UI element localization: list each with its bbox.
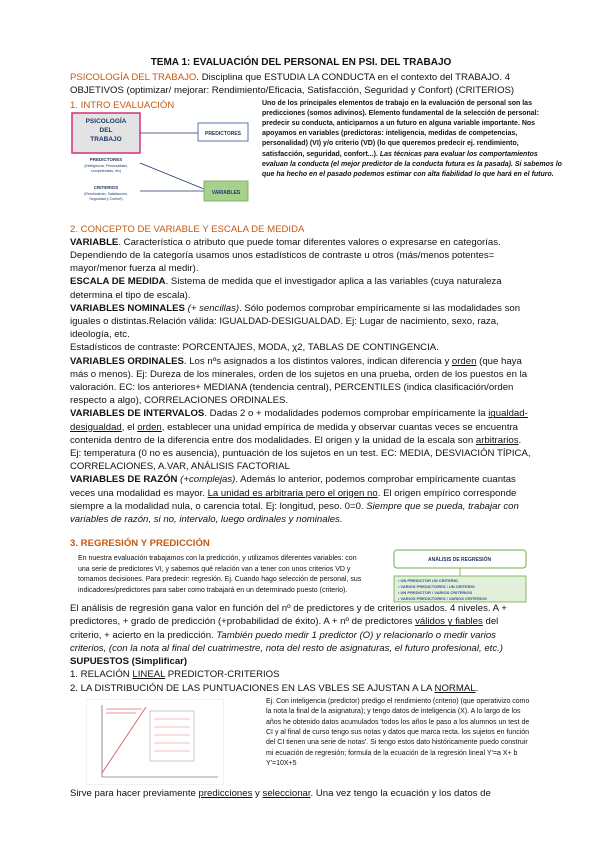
regression-item: • UN PREDICTOR UN CRITERIO xyxy=(398,578,458,584)
chart-legend-box xyxy=(150,711,194,761)
regression-title: ANÁLISIS DE REGRESIÓN xyxy=(428,557,492,564)
regression-paragraph: El análisis de regresión gana valor en función del nº de predictores y de criterios usados. 4 niveles. A + predictores, + grado de predicción (+probabilidad de éxito). A + nº de predictores válidos y fiables del criterio, + acierto en la predicción. También puedo medir 1 predictor (O) y relacionarlo o medir varios criterios, (con la nota al final del cuatrimestre, nota del resto de asignaturas, el futuro profesional, etc.) xyxy=(70,603,507,654)
variable-definition: VARIABLE. Característica o atributo que puede tomar diferentes valores o expresarse en categorías. Dependiendo de la categoría usamos unos estadísticos de contraste u otros (más/menos potentes= mayor/menor fuerza al medir). xyxy=(70,236,501,275)
section-1-text xyxy=(262,99,562,181)
section-1-bold-paragraph: Uno de los principales elementos de trabajo en la evaluación de personal son las predicciones (somos adivinos). Elemento fundamental de la selección de personal: predecir su conducta, anticiparnos a un futuro en alguna variable importante. Nos apoyamos en variables (predictoras: inteligencia, medidas de competencias, personalidad) (VI) y/o criterio (VD) (lo que queremos predecir ej. rendimiento, satisfacción, seguridad, confort...). xyxy=(262,99,539,158)
section-3 xyxy=(70,538,532,602)
regression-item: • VARIOS PREDICTORES / VARIOS CRITERIOS xyxy=(398,596,487,602)
section-1-italic-1: Las técnicas para evaluar los comportamientos evaluan la conducta (el mejor predictor de la conducta futura es la pasada). xyxy=(262,150,538,168)
svg-text:competencias, etc): competencias, etc) xyxy=(90,168,122,173)
intro-text: . Disciplina que ESTUDIA LA CONDUCTA en el contexto del TRABAJO. 4 OBJETIVOS (optimizar/ mejorar: Rendimiento/Eficacia, Satisfacción, Seguridad y Confort) (CRITERIOS) xyxy=(70,72,515,97)
section-3-heading: 3. REGRESIÓN Y PREDICCIÓN xyxy=(70,538,210,550)
escala-definition: ESCALA DE MEDIDA. Sistema de medida que el investigador aplica a las variables (cuya naturaleza determina el tipo de escala). xyxy=(70,276,502,301)
supuestos-heading: SUPUESTOS (Simplificar) xyxy=(70,656,188,668)
estadisticos-line: Estadísticos de contraste: PORCENTAJES, MODA, χ2, TABLAS DE CONTINGENCIA. xyxy=(70,342,439,354)
regression-chart xyxy=(86,699,224,785)
svg-text:Seguridad y Confort): Seguridad y Confort) xyxy=(89,196,123,201)
supuesto-1: 1. RELACIÓN LINEAL PREDICTOR-CRITERIOS xyxy=(70,669,280,681)
diagram-predictores-desc: (Inteligencia, Personalidad, xyxy=(84,163,128,168)
diagram-criterios-desc: (Rendimiento, Satisfacción, xyxy=(84,191,128,196)
diagram-main-label-3: TRABAJO xyxy=(90,135,122,143)
regression-example-text: Ej. Con inteligencia (predictor) predigo el rendimiento (criterio) (que operativizo como la nota la final de la asignatura); y tengo datos de inteligencia (X). A lo largo de los años he obtenido datos acumulados 'todos los años le paso a los alumnos un test de CI y al final de curso tengo sus notas y datos que marca recta. los sujetos en función del CI tienen una serie de notas'. Si tengo estos dato históricamente puedo construir mi ecuación de regresión; formula de la ecuación de la regresión lineal Y'=a X+ b Y'=10X+5 xyxy=(266,697,530,768)
ordinales-definition: VARIABLES ORDINALES. Los nºs asignados a los distintos valores, indican diferencia y orden (que haya más o menos). Ej: Dureza de los minerales, orden de los sujetos en una prueba, orden de los puestos en la valoración. EC: los anteriores+ MEDIANA (tendencia central), PERCENTILES (indica clasificación/orden respecto a algo), CORRELACIONES ORDINALES. xyxy=(70,355,528,407)
regression-item: • UN PREDICTOR / VARIOS CRITERIOS xyxy=(398,590,473,596)
section-2-heading: 2. CONCEPTO DE VARIABLE Y ESCALA DE MEDIDA xyxy=(70,223,305,235)
intro-lead: PSICOLOGÍA DEL TRABAJO xyxy=(70,72,197,84)
nominales-definition: VARIABLES NOMINALES (+ sencillas). Sólo podemos comprobar empíricamente si las modalidades son iguales o distintas.Relación válida: IGUALDAD-DESIGUALDAD. Ej: Lugar de nacimiento, sexo, raza, ideología, etc. xyxy=(70,302,521,341)
diagram-predictores-label: PREDICTORES xyxy=(89,156,123,162)
svg-text:VARIABLES: VARIABLES xyxy=(211,189,241,196)
diagram-criterios-label: CRITERIOS xyxy=(93,184,119,190)
diagram-main-label-2: DEL xyxy=(99,126,113,134)
section-3-intro xyxy=(70,538,370,596)
intro-paragraph xyxy=(70,71,532,97)
regression-example xyxy=(70,697,532,787)
regression-analysis-box xyxy=(392,548,528,604)
diagram-main-label: PSICOLOGÍA xyxy=(85,117,127,125)
page-title: TEMA 1: EVALUACIÓN DEL PERSONAL EN PSI. DEL TRABAJO xyxy=(150,57,452,68)
last-line: Sirve para hacer previamente predicciones y seleccionar. Una vez tengo la ecuación y los datos de xyxy=(70,787,491,799)
razon-definition: VARIABLES DE RAZÓN (+complejas). Además lo anterior, podemos comprobar empíricamente cuantas veces una modalidad es mayor. La unidad es arbitraria pero el origen no. El origen empírico corresponde siempre a la modalidad nula, o carencia total. Ej: longitud, peso. 0=0. Siempre que se pueda, trabajar con variables de razón, si no, intervalo, luego ordinales y nominales. xyxy=(70,474,519,526)
section-1-heading: 1. INTRO EVALUACIÓN xyxy=(70,99,175,111)
intervalos-definition: VARIABLES DE INTERVALOS. Dadas 2 o + modalidades podemos comprobar empíricamente la igualdad-desigualdad, el orden, establecer una unidad empírica de medida y observar cuantas veces se encuentra contenida dentro de la diferencia entre dos modalidades. El origen y la unidad de la escala son arbitrarios. Ej: temperatura (0 no es ausencia), puntuación de los sujetos en un test. EC: MEDIA, DESVIACIÓN TÍPICA, CORRELACIONES, A.VAR, ANÁLISIS FACTORIAL xyxy=(70,408,531,473)
section-1 xyxy=(70,99,562,207)
psychology-diagram xyxy=(70,111,254,207)
supuesto-2: 2. LA DISTRIBUCIÓN DE LAS PUNTUACIONES EN LAS VBLES SE AJUSTAN A LA NORMAL. xyxy=(70,682,479,694)
section-1-italic-2: Si sabemos lo que ha hecho en el pasado podemos estimar con alta fiabilidad lo que hará en el futuro. xyxy=(262,160,562,179)
regression-item: • VARIOS PREDICTORES / UN CRITERIO xyxy=(398,584,475,590)
section-3-box-text: En nuestra evaluación trabajamos con la predicción, y utilizamos diferentes variables: con una serie de predictores VI, y sabemos qué relación van a tener con unos criterios VD y tomamos decisiones. Para predecir: regresión. Ej. Cuando hago selección de personal, sus indicadores/predictores para saber como trabajará en un determinado puesto (criterio). xyxy=(78,555,362,594)
svg-text:PREDICTORES: PREDICTORES xyxy=(204,130,242,137)
